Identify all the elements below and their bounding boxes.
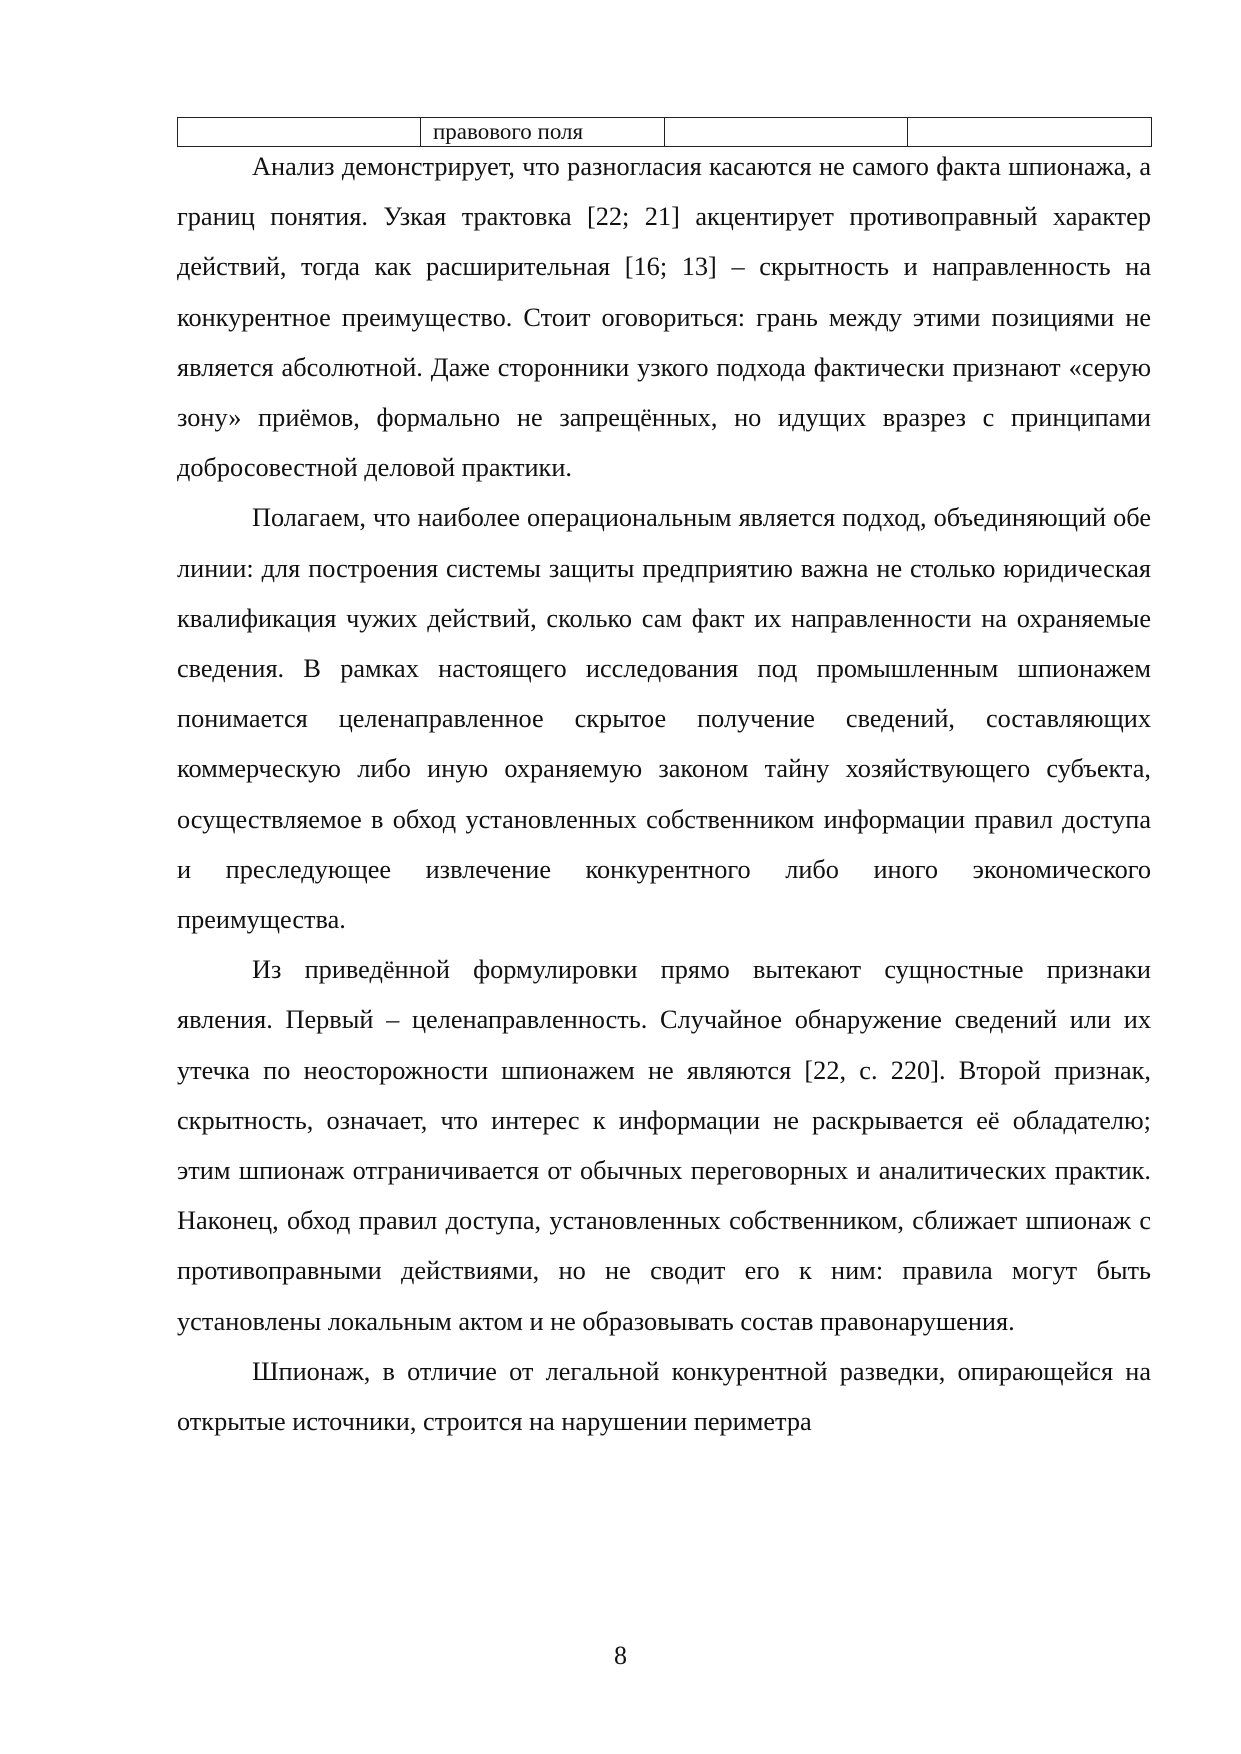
paragraph-analysis: Анализ демонстрирует, что разногласия касаются не самого факта шпионажа, а границ понятия. Узкая трактовка [22; 21] акцентирует противоправный характер действий, тогда как расширительная [16; 13] – скрытность и направленность на конкурентное преимущество. Стоит оговориться: грань между этими позициями не является абсолютной. Даже сторонники узкого подхода фактически признают «серую зону» приёмов, формально не запрещённых, но идущих вразрез с принципами добросовестной деловой практики. (177, 152, 1151, 483)
page-number: 8 (614, 1641, 627, 1670)
table-cell-2: правового поля (421, 118, 665, 147)
paragraph-espionage-vs-intelligence: Шпионаж, в отличие от легальной конкурентной разведки, опирающейся на открытые источники, строится на нарушении периметра (177, 1356, 1151, 1437)
paragraph-features: Из приведённой формулировки прямо вытекают сущностные признаки явления. Первый – целенаправленность. Случайное обнаружение сведений или их утечка по неосторожности шпионажем не являются [22, с. 220]. Второй признак, скрытность, означает, что интерес к информации не раскрывается её обладателю; этим шпионаж отграничивается от обычных переговорных и аналитических практик. Наконец, обход правил доступа, установленных собственником, сближает шпионаж с противоправными действиями, но не сводит его к ним: правила могут быть установлены локальным актом и не образовывать состав правонарушения. (177, 955, 1151, 1336)
paragraph-definition: Полагаем, что наиболее операциональным является подход, объединяющий обе линии: для построения системы защиты предприятию важна не столько юридическая квалификация чужих действий, сколько сам факт их направленности на охраняемые сведения. В рамках настоящего исследования под промышленным шпионажем понимается целенаправленное скрытое получение сведений, составляющих коммерческую либо иную охраняемую законом тайну хозяйствующего субъекта, осуществляемое в обход установленных собственником информации правил доступа и преследующее извлечение конкурентного либо иного экономического преимущества. (177, 503, 1151, 935)
body-text (177, 142, 1151, 1447)
